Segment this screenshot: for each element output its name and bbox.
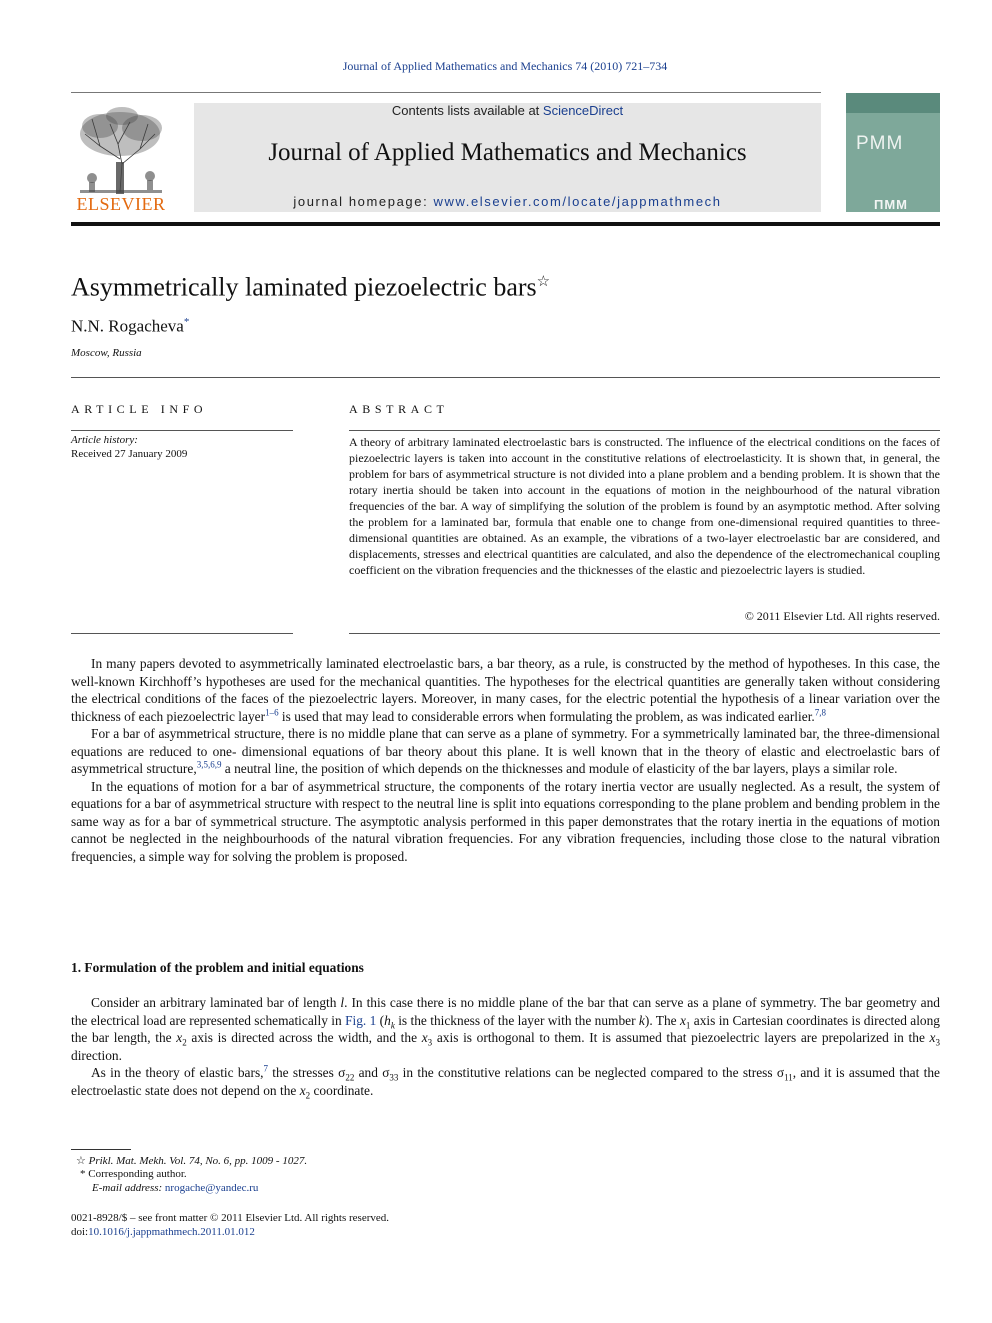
article-title: Asymmetrically laminated piezoelectric bars☆ xyxy=(71,272,551,302)
divider xyxy=(71,377,940,378)
footnote-1: ☆ Prikl. Mat. Mekh. Vol. 74, No. 6, pp. 1009 - 1027. xyxy=(76,1155,308,1167)
homepage-line: journal homepage: www.elsevier.com/locate/jappmathmech xyxy=(293,194,722,209)
footnote-rule xyxy=(71,1149,131,1150)
citation-link[interactable]: 3,5,6,9 xyxy=(196,759,222,770)
article-info-heading: ARTICLE INFO xyxy=(71,402,208,416)
cover-mark: PMM xyxy=(856,133,904,154)
section-1-heading: 1. Formulation of the problem and initial equations xyxy=(71,960,364,975)
author-footnote-mark[interactable]: * xyxy=(183,316,190,328)
abstract-text: A theory of arbitrary laminated electroelastic bars is constructed. The influence of the electrical conditions on the faces of piezoelectric layers is taken into account in the constitutive relations of electroelasticity. It is shown that, in general, the problem for bars of asymmetrical structure is not divided into a plane problem and a bending problem. It is shown that the rotary inertia should be taken into account in the equations of motion in the neighbourhood of the natural vibration frequencies of the bar. A way of simplifying the solution of the problem is found by an asymptotic method. After solving the problem for a laminated bar, formula that enable one to change from one-dimensional required quantities to three-dimensional quantities are obtained. As an example, the vibrations of a two-layer electroelastic bar are considered, and displacements, stresses and electrical quantities are calculated, and also the dependence of the electromechanical coupling coefficient on the vibration frequencies and the thicknesses of the elastic and piezoelectric layers is studied. xyxy=(349,435,940,577)
section-1-paragraph-1: Consider an arbitrary laminated bar of length l. In this case there is no middle plane of the bar that can serve as a plane of symmetry. The bar geometry and the electrical load are represented schematically in Fig. 1 ($h_k$ is the thickness of the layer with the number k). The $x_1$ axis in Cartesian coordinates is directed along the bar length, the $x_2$ axis is directed across the width, and the $x_3$ axis is orthogonal to them. It is assumed that piezoelectric layers are prepolarized in the $x_3$ direction. xyxy=(71,995,940,1063)
doi-line: doi:10.1016/j.jappmathmech.2011.01.012 xyxy=(71,1226,255,1238)
cover-band xyxy=(846,93,940,113)
abstract-copyright: © 2011 Elsevier Ltd. All rights reserved. xyxy=(744,609,940,623)
journal-cover-thumbnail[interactable] xyxy=(846,93,940,212)
footnote-2: * Corresponding author. xyxy=(80,1168,187,1180)
section-1-paragraph-2: As in the theory of elastic bars,$^7$ the stresses $\sigma_{22}$ and $\sigma_{33}$ in the constitutive relations can be neglected compared to the stress $\sigma_{11}$, and it is assumed that the electroelastic state does not depend on the $x_2$ coordinate. xyxy=(71,1063,940,1101)
header-rule xyxy=(71,92,821,93)
issn-line: 0021-8928/$ – see front matter © 2011 Elsevier Ltd. All rights reserved. xyxy=(71,1212,390,1224)
received-date: Received 27 January 2009 xyxy=(71,448,188,460)
title-footnote-mark[interactable]: ☆ xyxy=(536,274,551,290)
cover-mark-bottom: ПММ xyxy=(874,197,909,212)
publisher-wordmark: ELSEVIER xyxy=(76,194,166,214)
intro-paragraph-2: For a bar of asymmetrical structure, there is no middle plane that can serve as a plane of symmetry. For a symmetrically laminated bar, the three-dimensional equations are reduced to one- dimensional equations of bar theory about this plane. It is well known that in the theory of elastic and electroelastic bars of asymmetrical structure,$^{3,5,6,9}$ a neutral line, the position of which depends on the thicknesses and module of elasticity of the bar layers, plays a similar role. xyxy=(71,726,940,776)
author-name: N.N. Rogacheva* xyxy=(71,316,190,336)
journal-title: Journal of Applied Mathematics and Mechanics xyxy=(268,139,747,166)
doi-link[interactable]: 10.1016/j.jappmathmech.2011.01.012 xyxy=(88,1226,255,1238)
contents-line: Contents lists available at ScienceDirect xyxy=(391,103,624,118)
divider xyxy=(349,633,940,634)
footnote-email: E-mail address: nrogache@yandec.ru xyxy=(92,1182,259,1194)
email-link[interactable]: nrogache@yandec.ru xyxy=(164,1182,259,1194)
citation-link[interactable]: 7 xyxy=(263,1063,268,1074)
intro-paragraph-3: In the equations of motion for a bar of asymmetrical structure, the components of the rotary inertia vector are usually neglected. As a result, the system of equations for a bar of asymmetrical structure with respect to the neutral line is split into equations corresponding to the plane problem and bending problem in the same way as for a bar of symmetrical structure. The asymptotic analysis performed in this paper demonstrates that the rotary inertia in the equations of motion cannot be neglected in the neighbourhoods of the natural vibration frequencies. For any vibration frequencies, including those close to the natural vibration frequencies, a simple way for solving the problem is proposed. xyxy=(71,778,940,864)
divider xyxy=(71,633,293,634)
divider xyxy=(349,430,940,431)
figure-1-link[interactable]: Fig. 1 xyxy=(345,1012,377,1028)
citation-link[interactable]: 7,8 xyxy=(814,707,827,718)
introduction xyxy=(71,655,940,865)
sciencedirect-link[interactable]: ScienceDirect xyxy=(542,103,624,118)
homepage-link[interactable]: www.elsevier.com/locate/jappmathmech xyxy=(433,194,722,209)
journal-banner xyxy=(194,103,821,212)
header-thick-rule xyxy=(71,222,940,226)
abstract-heading: ABSTRACT xyxy=(349,402,449,416)
section-1-body xyxy=(71,994,940,1099)
journal-citation[interactable]: Journal of Applied Mathematics and Mechanics 74 (2010) 721–734 xyxy=(342,59,668,73)
intro-paragraph-1: In many papers devoted to asymmetrically laminated electroelastic bars, a bar theory, as a rule, is constructed by the method of hypotheses. In this case, the well-known Kirchhoff’s hypotheses are used for the mechanical quantities. The hypotheses for the electrical quantities are generally taken without considering the electrical conditions of the faces of the piezoelectric layers. Moreover, in many cases, for the electric potential the hypothesis of a linear variation over the thickness of each piezoelectric layer$^{1-6}$ is used that may lead to considerable errors when formulating the problem, as was indicated earlier.$^{7,8}$ xyxy=(71,656,940,724)
article-history-label: Article history: xyxy=(71,434,138,446)
author-affiliation: Moscow, Russia xyxy=(71,347,142,359)
citation-link[interactable]: 1–6 xyxy=(265,707,279,718)
divider xyxy=(71,430,293,431)
